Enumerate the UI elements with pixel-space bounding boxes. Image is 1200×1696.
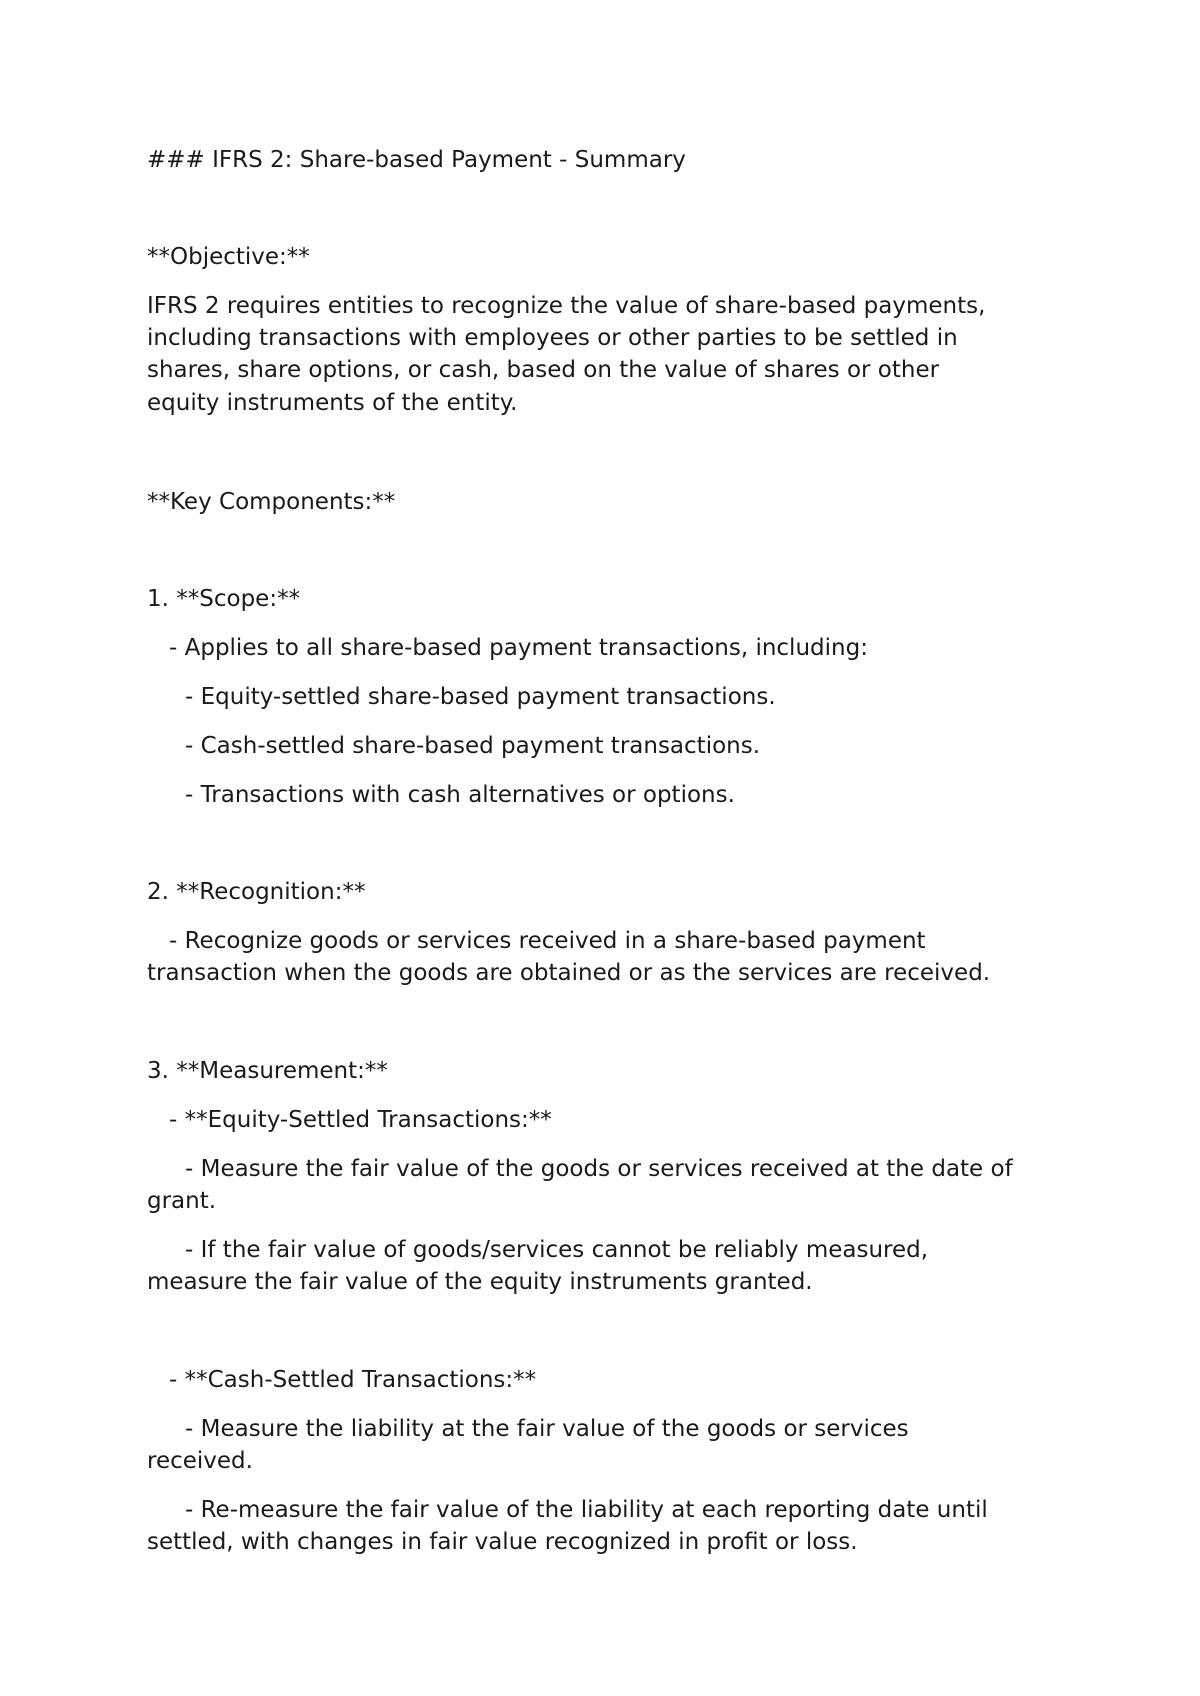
equity-item-2-line-1: - If the fair value of goods/services cannot be reliably measured, xyxy=(185,1237,929,1263)
objective-text-line-2: including transactions with employees or other parties to be settled in xyxy=(147,325,958,351)
equity-item-1-line-1: - Measure the fair value of the goods or services received at the date of xyxy=(185,1156,1013,1182)
scope-item-alternatives: - Transactions with cash alternatives or options. xyxy=(185,782,735,808)
cash-settled-heading: - **Cash-Settled Transactions:** xyxy=(169,1367,537,1393)
cash-item-1-line-2: received. xyxy=(147,1448,253,1474)
scope-heading: 1. **Scope:** xyxy=(147,586,301,612)
scope-intro: - Applies to all share-based payment transactions, including: xyxy=(169,635,868,661)
objective-text-line-3: shares, share options, or cash, based on the value of shares or other xyxy=(147,357,940,383)
recognition-line-1: - Recognize goods or services received in a share-based payment xyxy=(169,928,926,954)
equity-item-1-line-2: grant. xyxy=(147,1188,217,1214)
cash-item-2-line-2: settled, with changes in fair value recognized in profit or loss. xyxy=(147,1529,858,1555)
equity-settled-heading: - **Equity-Settled Transactions:** xyxy=(169,1107,552,1133)
document-title: ### IFRS 2: Share-based Payment - Summary xyxy=(147,147,686,173)
objective-heading: **Objective:** xyxy=(147,244,310,270)
equity-item-2-line-2: measure the fair value of the equity instruments granted. xyxy=(147,1269,813,1295)
scope-item-cash: - Cash-settled share-based payment transactions. xyxy=(185,733,761,759)
key-components-heading: **Key Components:** xyxy=(147,489,396,515)
recognition-line-2: transaction when the goods are obtained or as the services are received. xyxy=(147,960,991,986)
cash-item-1-line-1: - Measure the liability at the fair value of the goods or services xyxy=(185,1416,909,1442)
measurement-heading: 3. **Measurement:** xyxy=(147,1058,388,1084)
cash-item-2-line-1: - Re-measure the fair value of the liability at each reporting date until xyxy=(185,1497,988,1523)
recognition-heading: 2. **Recognition:** xyxy=(147,879,366,905)
objective-text-line-4: equity instruments of the entity. xyxy=(147,390,518,416)
objective-text-line-1: IFRS 2 requires entities to recognize the value of share-based payments, xyxy=(147,293,986,319)
scope-item-equity: - Equity-settled share-based payment transactions. xyxy=(185,684,776,710)
